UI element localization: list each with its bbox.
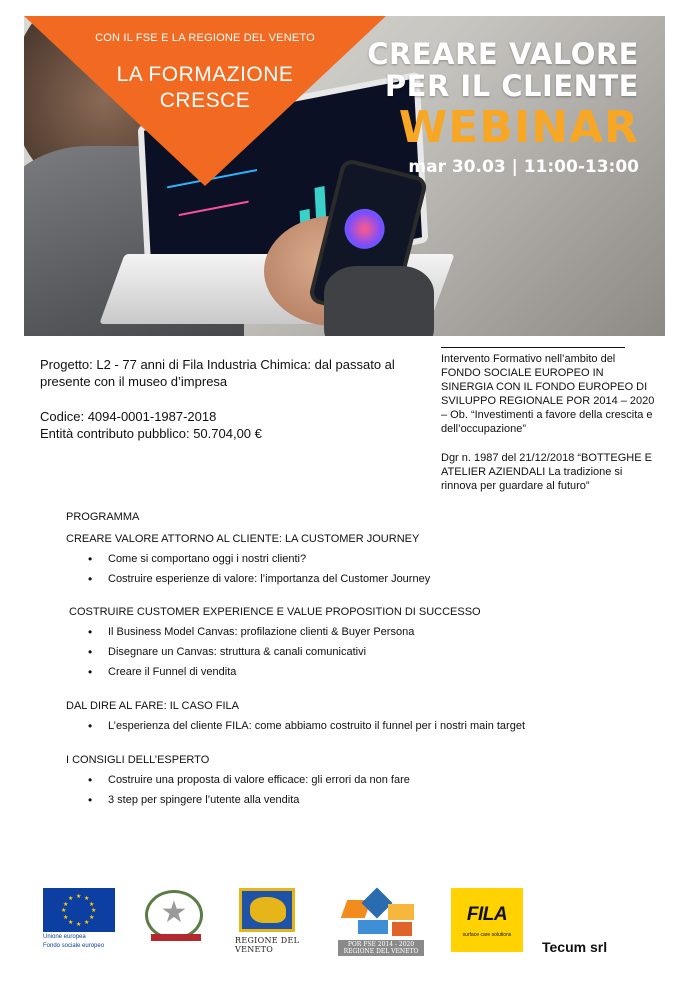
intervention-text: Intervento Formativo nell’ambito del FONDO SOCIALE EUROPEO IN SINERGIA CON IL FONDO EUROPEO DI SVILUPPO REGIONALE POR 2014 – 2020 – Ob. “Investimenti a favore della crescita e dell’occupazione”: [441, 353, 655, 435]
project-code: Codice: 4094-0001-1987-2018: [40, 409, 217, 424]
por-caption-line-1: POR FSE 2014 - 2020: [347, 941, 415, 948]
section-title: I CONSIGLI DELL’ESPERTO: [66, 754, 210, 766]
list-item: • Come si comportano oggi i nostri clienti?: [66, 549, 626, 569]
programme-heading: PROGRAMMA: [66, 511, 140, 523]
list-item: • Costruire una proposta di valore efficace: gli errori da non fare: [66, 770, 626, 790]
section-title: DAL DIRE AL FARE: IL CASO FILA: [66, 700, 240, 712]
fila-tagline: surface care solutions: [462, 932, 512, 938]
programme-section: [66, 753, 626, 810]
title-line-2: PER IL CLIENTE: [384, 69, 639, 103]
section-title: CREARE VALORE ATTORNO AL CLIENTE: LA CUSTOMER JOURNEY: [66, 533, 420, 545]
cresce-line: CRESCE: [159, 89, 251, 112]
italian-republic-emblem: [145, 890, 207, 946]
webinar-date: mar 30.03 | 11:00-13:00: [408, 157, 639, 177]
por-shape: [358, 920, 388, 934]
eu-flag-icon: ★ ★ ★ ★ ★ ★ ★ ★ ★ ★ ★ ★: [43, 888, 115, 932]
sleeve-image: [324, 266, 434, 336]
phone-chart-graphic: [340, 205, 388, 253]
por-caption-line-2: REGIONE DEL VENETO: [343, 948, 419, 955]
eu-logo: [43, 888, 115, 950]
list-item: • Disegnare un Canvas: struttura & canali comunicativi: [66, 642, 626, 662]
public-contribution: Entità contributo pubblico: 50.704,00 €: [40, 426, 262, 441]
programme-section: [66, 532, 626, 589]
lion-icon: [250, 897, 286, 923]
programme-section: [66, 699, 626, 736]
title-line-1: CREARE VALORE: [367, 37, 639, 71]
webinar-title-block: [367, 38, 639, 178]
eu-caption-2: Fondo sociale europeo: [43, 943, 105, 949]
list-item: • 3 step per spingere l’utente alla vendita: [66, 790, 626, 810]
list-item: • Costruire esperienze di valore: l’importanza del Customer Journey: [66, 569, 626, 589]
project-info: [40, 356, 420, 442]
list-item: • Il Business Model Canvas: profilazione clienti & Buyer Persona: [66, 622, 626, 642]
screen-graph-line: [179, 201, 249, 216]
dgr-text: Dgr n. 1987 del 21/12/2018 “BOTTEGHE E ATELIER AZIENDALI La tradizione si rinnova per guardare al futuro”: [441, 452, 652, 492]
sponsor-logos: [0, 882, 700, 962]
formazione-cresce-title: [24, 62, 386, 114]
divider-line: [441, 347, 625, 348]
regione-veneto-logo: [235, 888, 315, 954]
webinar-label: WEBINAR: [398, 102, 639, 153]
list-item: • L’esperienza del cliente FILA: come abbiamo costruito il funnel per i nostri main target: [66, 716, 626, 736]
por-fse-logo: [338, 886, 424, 956]
fila-logo: [451, 888, 523, 952]
fila-wordmark: FILA: [466, 904, 508, 925]
programme: [66, 510, 626, 810]
veneto-shield-icon: [239, 888, 295, 932]
por-shape: [388, 904, 414, 920]
por-shape: [392, 922, 412, 936]
programme-section: [66, 605, 626, 682]
eu-caption-1: Unione europea: [43, 934, 86, 940]
emblem-star-icon: ★: [160, 896, 188, 929]
fse-regione-line: CON IL FSE E LA REGIONE DEL VENETO: [95, 32, 315, 44]
section-title: COSTRUIRE CUSTOMER EXPERIENCE E VALUE PROPOSITION DI SUCCESSO: [66, 606, 481, 618]
por-caption: [338, 940, 424, 956]
project-title: Progetto: L2 - 77 anni di Fila Industria Chimica: dal passato al presente con il museo d’impresa: [40, 357, 395, 389]
formazione-line: LA FORMAZIONE: [116, 63, 294, 86]
emblem-ribbon: [151, 934, 201, 941]
list-item: • Creare il Funnel di vendita: [66, 662, 626, 682]
intervention-info: [441, 352, 656, 493]
webinar-banner: [24, 16, 665, 336]
tecum-srl-label: Tecum srl: [542, 939, 608, 955]
veneto-name: REGIONE DEL VENETO: [235, 936, 300, 954]
